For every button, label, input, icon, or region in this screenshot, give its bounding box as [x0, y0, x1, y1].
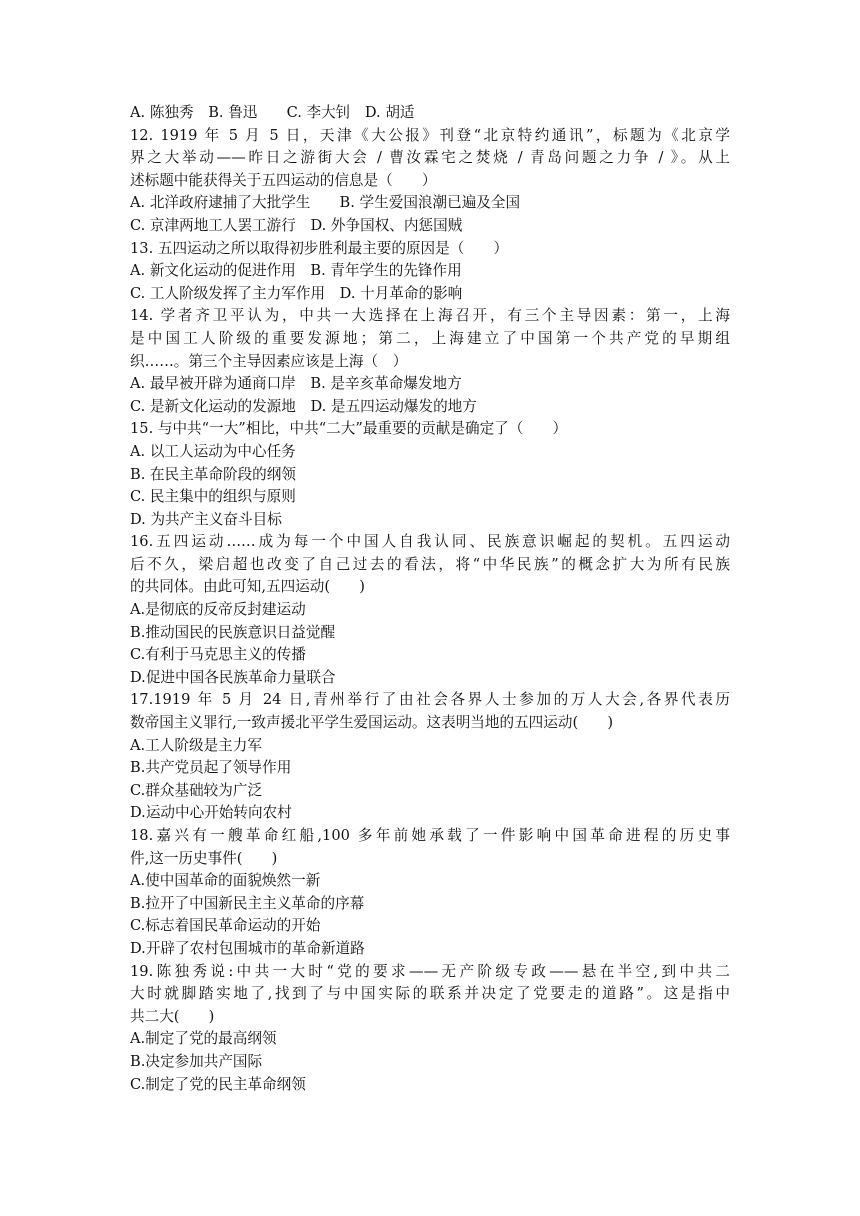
option-line: C.制定了党的民主革命纲领: [130, 1075, 306, 1093]
option-line: A. 陈独秀 B. 鲁迅 C. 李大钊 D. 胡适: [130, 104, 415, 121]
question-stem-line: 界之大举动——昨日之游街大会 / 曹汝霖宅之焚烧 / 青岛问题之力争 / 》。从上: [130, 149, 730, 167]
question-stem-line: 17.1919 年 5 月 24 日,青州举行了由社会各界人士参加的万人大会,各界代表历: [130, 691, 730, 709]
question-stem-line: 是中国工人阶级的重要发源地；第二，上海建立了中国第一个共产党的早期组: [130, 329, 730, 347]
question-stem-line: 16.五四运动……成为每一个中国人自我认同、民族意识崛起的契机。五四运动: [130, 533, 730, 551]
option-line: C.标志着国民革命运动的开始: [130, 917, 321, 935]
question-stem-line: 述标题中能获得关于五四运动的信息是（ ）: [130, 171, 437, 189]
question-12: [130, 125, 730, 238]
question-stem-line: 15. 与中共“一大”相比，中共“二大”最重要的贡献是确定了（ ）: [130, 420, 568, 438]
option-line: D. 为共产主义奋斗目标: [130, 510, 282, 528]
option-line: A.是彻底的反帝反封建运动: [130, 601, 306, 619]
question-stem-line: 13. 五四运动之所以取得初步胜利最主要的原因是（ ）: [130, 239, 509, 257]
question-stem-line: 12. 1919 年 5 月 5 日，天津《大公报》刊登“北京特约通讯”，标题为《北京学: [130, 126, 730, 144]
option-line: B.共产党员起了领导作用: [130, 759, 292, 777]
question-17: [130, 689, 730, 825]
option-line: A. 新文化运动的促进作用 B. 青年学生的先锋作用: [130, 262, 462, 280]
option-line: A. 以工人运动为中心任务: [130, 442, 296, 460]
question-stem-line: 19.陈独秀说:中共一大时“党的要求——无产阶级专政——悬在半空,到中共二: [130, 962, 730, 980]
option-line: B. 在民主革命阶段的纲领: [130, 465, 296, 483]
option-line: A. 最早被开辟为通商口岸 B. 是辛亥革命爆发地方: [130, 375, 462, 393]
option-line: D.开辟了农村包围城市的革命新道路: [130, 939, 365, 957]
question-stem-line: 14. 学者齐卫平认为，中共一大选择在上海召开，有三个主导因素：第一，上海: [130, 307, 730, 325]
option-line: B.推动国民的民族意识日益觉醒: [130, 623, 336, 641]
option-line: C. 京津两地工人罢工游行 D. 外争国权、内惩国贼: [130, 216, 463, 234]
question-stem-line: 织……。第三个主导因素应该是上海（ ）: [130, 352, 408, 370]
question-11-options: [130, 102, 730, 125]
question-13: [130, 238, 730, 306]
option-line: A.使中国革命的面貌焕然一新: [130, 872, 321, 890]
question-14: [130, 305, 730, 418]
option-line: B.拉开了中国新民主主义革命的序幕: [130, 894, 365, 912]
question-stem-line: 大时就脚踏实地了,找到了与中国实际的联系并决定了党要走的道路”。这是指中: [130, 985, 730, 1003]
question-stem-line: 数帝国主义罪行,一致声援北平学生爱国运动。这表明当地的五四运动( ): [130, 714, 614, 732]
option-line: A.工人阶级是主力军: [130, 736, 262, 754]
option-line: B.决定参加共产国际: [130, 1052, 263, 1070]
option-line: C. 工人阶级发挥了主力军作用 D. 十月革命的影响: [130, 284, 463, 302]
question-stem-line: 后不久，梁启超也改变了自己过去的看法，将“中华民族”的概念扩大为所有民族: [130, 555, 730, 573]
option-line: C.有利于马克思主义的传播: [130, 646, 306, 664]
option-line: C. 是新文化运动的发源地 D. 是五四运动爆发的地方: [130, 397, 477, 415]
question-stem-line: 的共同体。由此可知,五四运动( ): [130, 578, 365, 596]
option-line: D.促进中国各民族革命力量联合: [130, 668, 336, 686]
exam-page: [130, 102, 730, 1096]
question-stem-line: 件,这一历史事件( ): [130, 849, 278, 867]
option-line: D.运动中心开始转向农村: [130, 804, 292, 822]
question-stem-line: 18.嘉兴有一艘革命红船,100 多年前她承载了一件影响中国革命进程的历史事: [130, 827, 730, 844]
question-18: [130, 825, 730, 961]
option-line: C.群众基础较为广泛: [130, 781, 263, 799]
option-line: A.制定了党的最高纲领: [130, 1030, 277, 1048]
option-line: A. 北洋政府逮捕了大批学生 B. 学生爱国浪潮已遍及全国: [130, 194, 521, 212]
question-16: [130, 531, 730, 689]
question-stem-line: 共二大( ): [130, 1007, 215, 1025]
option-line: C. 民主集中的组织与原则: [130, 488, 296, 506]
question-15: [130, 418, 730, 531]
question-19: [130, 961, 730, 1097]
